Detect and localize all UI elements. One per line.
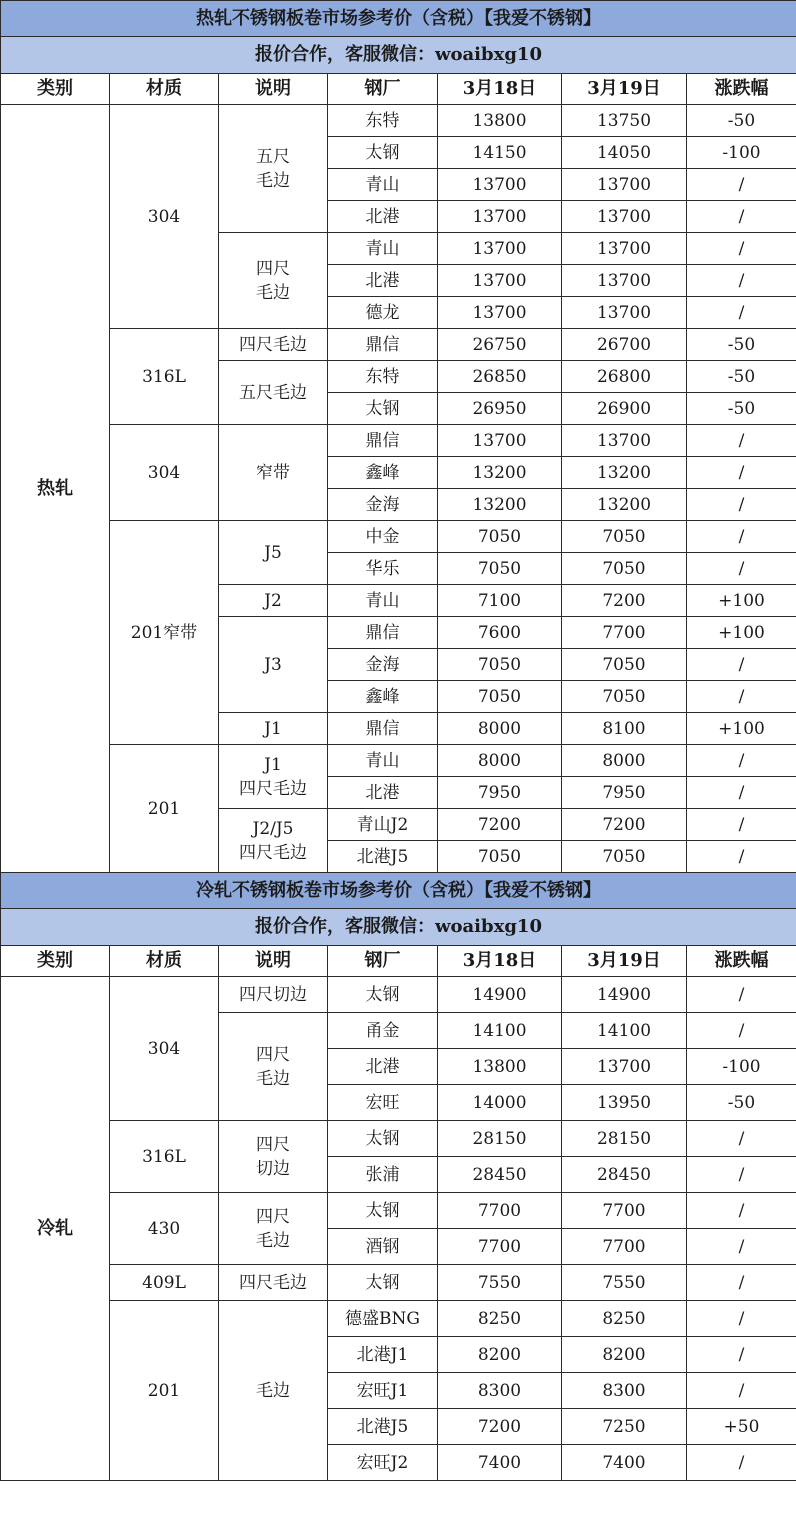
price-date-2-cell: 7950	[562, 777, 687, 809]
price-date-1-cell: 13700	[438, 233, 562, 265]
price-date-2-cell: 7550	[562, 1265, 687, 1301]
price-date-2-cell: 26800	[562, 361, 687, 393]
mill-cell: 宏旺J2	[328, 1445, 438, 1481]
header-date-2: 3月19日	[562, 74, 687, 105]
spec-note-cell: J1 四尺毛边	[219, 745, 328, 809]
mill-cell: 青山	[328, 233, 438, 265]
price-date-1-cell: 26850	[438, 361, 562, 393]
spec-note-cell: 五尺 毛边	[219, 105, 328, 233]
price-date-2-cell: 7050	[562, 553, 687, 585]
change-cell: /	[687, 1445, 796, 1481]
price-date-1-cell: 13700	[438, 201, 562, 233]
header-material: 材质	[110, 946, 219, 977]
table-row	[1, 1301, 796, 1337]
price-date-1-cell: 7100	[438, 585, 562, 617]
mill-cell: 太钢	[328, 393, 438, 425]
mill-cell: 北港	[328, 265, 438, 297]
hot-header-row	[1, 74, 796, 105]
spec-note-cell: 毛边	[219, 1301, 328, 1481]
price-date-2-cell: 8300	[562, 1373, 687, 1409]
price-date-1-cell: 14000	[438, 1085, 562, 1121]
price-date-1-cell: 14900	[438, 977, 562, 1013]
mill-cell: 北港	[328, 777, 438, 809]
price-date-1-cell: 13700	[438, 425, 562, 457]
change-cell: /	[687, 1373, 796, 1409]
price-date-2-cell: 26700	[562, 329, 687, 361]
cold-contact-subtitle: 报价合作，客服微信：woaibxg10	[1, 909, 796, 946]
change-cell: /	[687, 297, 796, 329]
mill-cell: 北港J5	[328, 841, 438, 873]
price-date-1-cell: 13800	[438, 1049, 562, 1085]
price-date-1-cell: 7700	[438, 1229, 562, 1265]
price-date-2-cell: 13700	[562, 233, 687, 265]
price-date-2-cell: 7050	[562, 649, 687, 681]
price-date-2-cell: 7700	[562, 1229, 687, 1265]
change-cell: -50	[687, 105, 796, 137]
mill-cell: 甬金	[328, 1013, 438, 1049]
material-cell: 201窄带	[110, 521, 219, 745]
spec-note-cell: 四尺毛边	[219, 1265, 328, 1301]
hot-section-title: 热轧不锈钢板卷市场参考价（含税）【我爱不锈钢】	[1, 1, 796, 37]
price-date-2-cell: 7050	[562, 681, 687, 713]
price-date-1-cell: 13800	[438, 105, 562, 137]
spec-note-cell: J1	[219, 713, 328, 745]
price-date-2-cell: 7400	[562, 1445, 687, 1481]
price-date-2-cell: 8200	[562, 1337, 687, 1373]
cold-section-title: 冷轧不锈钢板卷市场参考价（含税）【我爱不锈钢】	[1, 873, 796, 909]
cold-header-row	[1, 946, 796, 977]
table-row	[1, 1193, 796, 1229]
change-cell: /	[687, 649, 796, 681]
mill-cell: 太钢	[328, 977, 438, 1013]
spec-note-cell: 四尺毛边	[219, 329, 328, 361]
change-cell: /	[687, 1265, 796, 1301]
table-row	[1, 1121, 796, 1157]
price-date-1-cell: 8000	[438, 713, 562, 745]
change-cell: /	[687, 681, 796, 713]
mill-cell: 金海	[328, 649, 438, 681]
price-date-2-cell: 7250	[562, 1409, 687, 1445]
price-date-2-cell: 14050	[562, 137, 687, 169]
price-date-1-cell: 7050	[438, 553, 562, 585]
change-cell: +100	[687, 585, 796, 617]
table-row	[1, 521, 796, 553]
mill-cell: 鼎信	[328, 713, 438, 745]
cold-title-row	[1, 873, 796, 909]
spec-note-cell: 窄带	[219, 425, 328, 521]
change-cell: /	[687, 233, 796, 265]
price-date-2-cell: 14100	[562, 1013, 687, 1049]
change-cell: +100	[687, 617, 796, 649]
mill-cell: 青山	[328, 585, 438, 617]
material-cell: 430	[110, 1193, 219, 1265]
material-cell: 409L	[110, 1265, 219, 1301]
price-date-1-cell: 8300	[438, 1373, 562, 1409]
price-date-2-cell: 7700	[562, 617, 687, 649]
mill-cell: 北港	[328, 1049, 438, 1085]
mill-cell: 青山J2	[328, 809, 438, 841]
header-note: 说明	[219, 74, 328, 105]
header-date-1: 3月18日	[438, 946, 562, 977]
price-date-2-cell: 7050	[562, 841, 687, 873]
mill-cell: 宏旺J1	[328, 1373, 438, 1409]
change-cell: /	[687, 489, 796, 521]
price-date-2-cell: 8250	[562, 1301, 687, 1337]
price-date-2-cell: 13200	[562, 489, 687, 521]
table-row	[1, 329, 796, 361]
table-row	[1, 745, 796, 777]
change-cell: -50	[687, 361, 796, 393]
price-date-1-cell: 13200	[438, 457, 562, 489]
price-date-1-cell: 13200	[438, 489, 562, 521]
price-date-1-cell: 28450	[438, 1157, 562, 1193]
change-cell: /	[687, 1229, 796, 1265]
header-change: 涨跌幅	[687, 74, 796, 105]
price-date-1-cell: 8200	[438, 1337, 562, 1373]
mill-cell: 青山	[328, 169, 438, 201]
mill-cell: 德盛BNG	[328, 1301, 438, 1337]
change-cell: -50	[687, 393, 796, 425]
price-date-2-cell: 14900	[562, 977, 687, 1013]
price-date-2-cell: 7200	[562, 809, 687, 841]
change-cell: /	[687, 1193, 796, 1229]
material-cell: 304	[110, 105, 219, 329]
header-mill: 钢厂	[328, 74, 438, 105]
change-cell: /	[687, 1013, 796, 1049]
price-date-2-cell: 13200	[562, 457, 687, 489]
header-category: 类别	[1, 74, 110, 105]
material-cell: 316L	[110, 1121, 219, 1193]
header-mill: 钢厂	[328, 946, 438, 977]
spec-note-cell: J2/J5 四尺毛边	[219, 809, 328, 873]
price-date-1-cell: 7400	[438, 1445, 562, 1481]
change-cell: /	[687, 1301, 796, 1337]
hot-subtitle-row	[1, 37, 796, 74]
price-date-1-cell: 7550	[438, 1265, 562, 1301]
change-cell: /	[687, 745, 796, 777]
change-cell: /	[687, 457, 796, 489]
mill-cell: 东特	[328, 105, 438, 137]
spec-note-cell: 四尺 毛边	[219, 1193, 328, 1265]
change-cell: /	[687, 425, 796, 457]
price-date-2-cell: 7050	[562, 521, 687, 553]
change-cell: /	[687, 841, 796, 873]
spec-note-cell: 四尺 毛边	[219, 233, 328, 329]
price-date-2-cell: 8100	[562, 713, 687, 745]
mill-cell: 宏旺	[328, 1085, 438, 1121]
price-date-1-cell: 7600	[438, 617, 562, 649]
change-cell: /	[687, 1157, 796, 1193]
price-date-2-cell: 28150	[562, 1121, 687, 1157]
material-cell: 316L	[110, 329, 219, 425]
cold-subtitle-row	[1, 909, 796, 946]
price-date-1-cell: 13700	[438, 297, 562, 329]
change-cell: -100	[687, 1049, 796, 1085]
price-date-2-cell: 7700	[562, 1193, 687, 1229]
change-cell: +100	[687, 713, 796, 745]
header-category: 类别	[1, 946, 110, 977]
price-date-1-cell: 7050	[438, 649, 562, 681]
price-date-2-cell: 13700	[562, 169, 687, 201]
price-date-1-cell: 14100	[438, 1013, 562, 1049]
mill-cell: 太钢	[328, 1121, 438, 1157]
mill-cell: 太钢	[328, 137, 438, 169]
price-date-2-cell: 8000	[562, 745, 687, 777]
mill-cell: 酒钢	[328, 1229, 438, 1265]
header-material: 材质	[110, 74, 219, 105]
price-date-2-cell: 13700	[562, 297, 687, 329]
header-date-2: 3月19日	[562, 946, 687, 977]
mill-cell: 鑫峰	[328, 681, 438, 713]
table-row	[1, 977, 796, 1013]
change-cell: -50	[687, 1085, 796, 1121]
mill-cell: 鼎信	[328, 329, 438, 361]
change-cell: /	[687, 1121, 796, 1157]
price-date-2-cell: 13700	[562, 265, 687, 297]
change-cell: /	[687, 553, 796, 585]
price-date-1-cell: 26750	[438, 329, 562, 361]
hot-title-row	[1, 1, 796, 37]
price-date-2-cell: 13700	[562, 1049, 687, 1085]
change-cell: /	[687, 809, 796, 841]
price-date-1-cell: 7050	[438, 521, 562, 553]
mill-cell: 中金	[328, 521, 438, 553]
change-cell: /	[687, 201, 796, 233]
material-cell: 304	[110, 977, 219, 1121]
mill-cell: 北港J5	[328, 1409, 438, 1445]
change-cell: /	[687, 777, 796, 809]
mill-cell: 青山	[328, 745, 438, 777]
spec-note-cell: J5	[219, 521, 328, 585]
price-date-2-cell: 13700	[562, 201, 687, 233]
mill-cell: 北港J1	[328, 1337, 438, 1373]
change-cell: -100	[687, 137, 796, 169]
change-cell: +50	[687, 1409, 796, 1445]
price-date-2-cell: 28450	[562, 1157, 687, 1193]
mill-cell: 鑫峰	[328, 457, 438, 489]
price-date-1-cell: 7200	[438, 809, 562, 841]
change-cell: /	[687, 977, 796, 1013]
price-date-2-cell: 7200	[562, 585, 687, 617]
table-row	[1, 105, 796, 137]
price-date-1-cell: 28150	[438, 1121, 562, 1157]
category-cell: 冷轧	[1, 977, 110, 1481]
price-date-1-cell: 13700	[438, 265, 562, 297]
price-date-1-cell: 7200	[438, 1409, 562, 1445]
hot-contact-subtitle: 报价合作，客服微信：woaibxg10	[1, 37, 796, 74]
price-date-2-cell: 13750	[562, 105, 687, 137]
table-row	[1, 1265, 796, 1301]
table-row	[1, 425, 796, 457]
price-date-2-cell: 13700	[562, 425, 687, 457]
mill-cell: 华乐	[328, 553, 438, 585]
price-date-1-cell: 7050	[438, 681, 562, 713]
spec-note-cell: 四尺切边	[219, 977, 328, 1013]
mill-cell: 北港	[328, 201, 438, 233]
spec-note-cell: 四尺 切边	[219, 1121, 328, 1193]
price-date-1-cell: 8000	[438, 745, 562, 777]
header-note: 说明	[219, 946, 328, 977]
mill-cell: 太钢	[328, 1193, 438, 1229]
price-date-1-cell: 7050	[438, 841, 562, 873]
change-cell: /	[687, 265, 796, 297]
header-change: 涨跌幅	[687, 946, 796, 977]
price-date-1-cell: 26950	[438, 393, 562, 425]
header-date-1: 3月18日	[438, 74, 562, 105]
spec-note-cell: J2	[219, 585, 328, 617]
price-date-1-cell: 8250	[438, 1301, 562, 1337]
price-date-1-cell: 7700	[438, 1193, 562, 1229]
spec-note-cell: J3	[219, 617, 328, 713]
price-date-1-cell: 7950	[438, 777, 562, 809]
spec-note-cell: 五尺毛边	[219, 361, 328, 425]
mill-cell: 德龙	[328, 297, 438, 329]
mill-cell: 太钢	[328, 1265, 438, 1301]
price-date-1-cell: 13700	[438, 169, 562, 201]
price-date-2-cell: 13950	[562, 1085, 687, 1121]
change-cell: /	[687, 169, 796, 201]
change-cell: /	[687, 521, 796, 553]
mill-cell: 东特	[328, 361, 438, 393]
mill-cell: 鼎信	[328, 425, 438, 457]
material-cell: 201	[110, 745, 219, 873]
change-cell: -50	[687, 329, 796, 361]
mill-cell: 张浦	[328, 1157, 438, 1193]
material-cell: 304	[110, 425, 219, 521]
category-cell: 热轧	[1, 105, 110, 873]
mill-cell: 金海	[328, 489, 438, 521]
change-cell: /	[687, 1337, 796, 1373]
mill-cell: 鼎信	[328, 617, 438, 649]
price-date-2-cell: 26900	[562, 393, 687, 425]
material-cell: 201	[110, 1301, 219, 1481]
price-date-1-cell: 14150	[438, 137, 562, 169]
spec-note-cell: 四尺 毛边	[219, 1013, 328, 1121]
